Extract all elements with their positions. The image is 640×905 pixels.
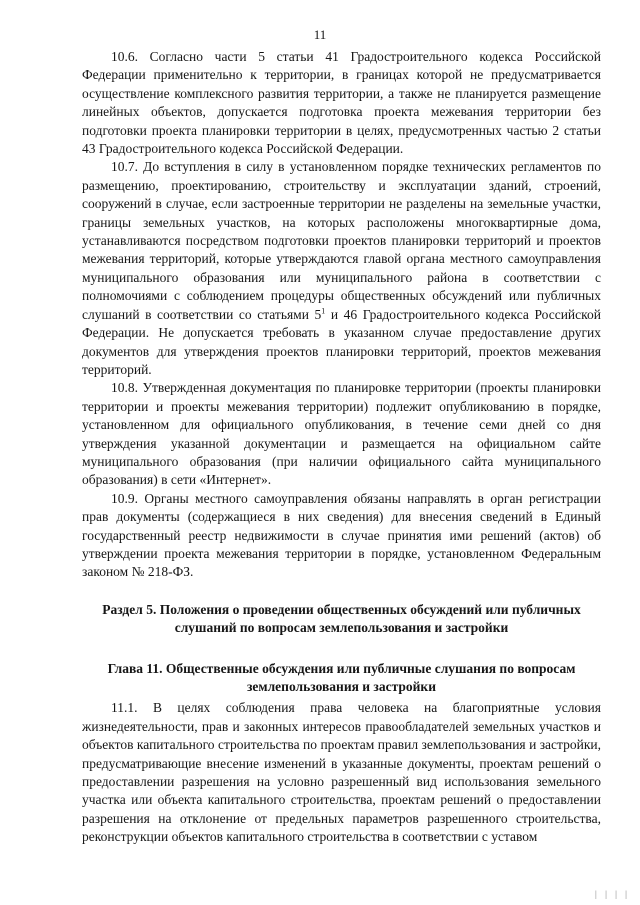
- paragraph-10-7: [82, 158, 601, 379]
- paragraph-11-1: 11.1. В целях соблюдения права человека на благоприятные условия жизнедеятельности, прав и законных интересов правообладателей земельных участков и объектов капитального строительства по проектам правил землепользования и застройки, предусматривающие внесение изменений в указанные документы, проектам решений о предоставлении разрешения на условно разрешенный вид использования земельного участка или объекта капитального строительства, проектам решений о предоставлении разрешения на отклонение от предельных параметров разрешенного строительства, реконструкции объектов капитального строительства в соответствии с уставом: [82, 700, 601, 845]
- section-5-heading: Раздел 5. Положения о проведении общественных обсуждений или публичных слушаний по вопросам землепользования и застройки: [102, 601, 581, 636]
- paragraph-10-6: 10.6. Согласно части 5 статьи 41 Градостроительного кодекса Российской Федерации применительно к территории, в границах которой не предусматривается осуществление комплексного развития территории, а также не планируется размещение линейных объектов, допускается подготовка проекта межевания территории без подготовки проекта планировки территории в целях, предусмотренных частью 2 статьи 43 Градостроительного кодекса Российской Федерации.: [82, 49, 601, 157]
- paragraph-10-9: 10.9. Органы местного самоуправления обязаны направлять в орган регистрации прав документы (содержащиеся в них сведения) для внесения сведений в Единый государственный реестр недвижимости в случае принятия ими решений (актов) об утверждении проекта межевания территории в порядке, установленном Федеральным законом № 218-ФЗ.: [82, 490, 601, 580]
- paragraph-10-8: 10.8. Утвержденная документация по планировке территории (проекты планировки территории и проекты межевания территории) подлежит опубликованию в порядке, установленном для официального опубликования, в течение семи дней со дня утверждения указанной документации и размещается на официальном сайте муниципального образования (при наличии официального сайта муниципального образования) в сети «Интернет».: [82, 380, 601, 488]
- page-number: 11: [313, 27, 327, 42]
- article-superscript: 1: [321, 306, 326, 316]
- scan-marks: | | | |: [595, 889, 630, 899]
- paragraph-10-7-part-b: и 46 Градостроительного кодекса Российской Федерации. Не допускается требовать в указанном случае предоставление других документов для утверждения проектов планировки территорий, проектов межевания территорий.: [82, 306, 601, 377]
- chapter-11-heading: Глава 11. Общественные обсуждения или публичные слушания по вопросам землепользования и застройки: [107, 660, 576, 694]
- document-body: [82, 48, 601, 847]
- paragraph-10-7-part-a: 10.7. До вступления в силу в установленном порядке технических регламентов по размещению, проектированию, строительству и эксплуатации зданий, строений, сооружений в случае, если застроенные территории не разделены на земельные участки, границы земельных участков, на которых расположены многоквартирные дома, устанавливаются посредством подготовки проектов планировки территорий и проектов межевания территорий, которые утверждаются главой органа местного самоуправления муниципального образования или муниципального района в соответствии с полномочиями с соблюдением процедуры общественных обсуждений или публичных слушаний в соответствии со статьями 5: [82, 159, 601, 322]
